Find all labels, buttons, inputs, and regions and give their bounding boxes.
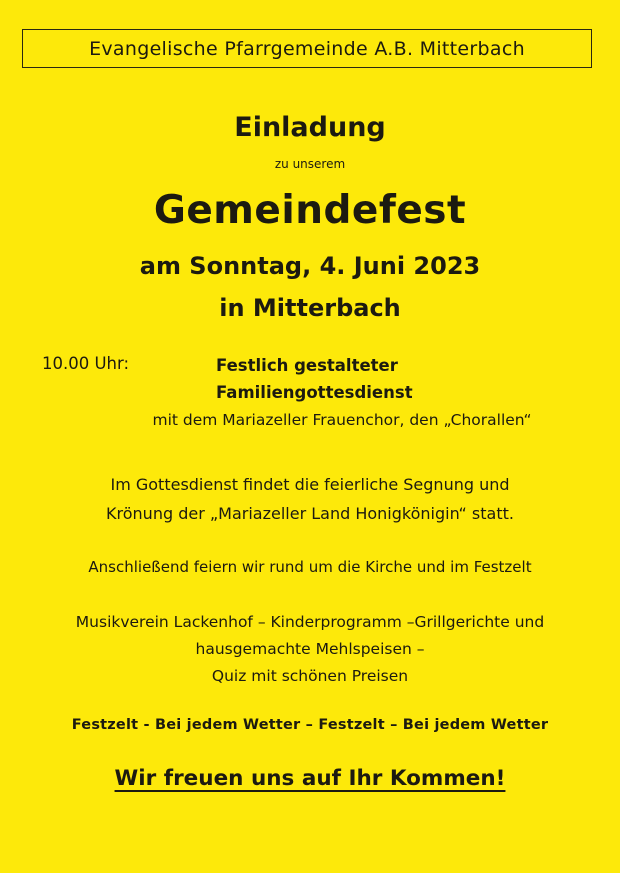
celebration-text: Anschließend feiern wir rund um die Kirche und im Festzelt [88,558,532,576]
program-time: 10.00 Uhr: [42,354,130,373]
blessing-line-1: Im Gottesdienst findet die feierliche Segnung und [110,475,510,494]
event-date: am Sonntag, 4. Juni 2023 [139,252,481,280]
invitation-subtitle: zu unserem [274,157,346,171]
weather-notice: Festzelt - Bei jedem Wetter – Festzelt – Bei jedem Wetter [71,717,549,733]
activities-paragraph [0,609,620,690]
program-line-1: Festlich gestalteter [216,356,398,375]
program-choir: mit dem Mariazeller Frauenchor, den „Chorallen“ [152,411,532,429]
invitation-title: Einladung [234,112,386,143]
event-name: Gemeindefest [153,188,467,233]
closing-text: Wir freuen uns auf Ihr Kommen! [114,766,506,791]
program-line-2: Familiengottesdienst [216,383,413,402]
closing-line [0,766,620,791]
activities-line-2: hausgemachte Mehlspeisen – [195,640,425,658]
activities-line-3: Quiz mit schönen Preisen [211,667,409,685]
event-place: in Mitterbach [219,294,401,322]
blessing-paragraph [0,470,620,528]
parish-header: Evangelische Pfarrgemeinde A.B. Mitterbach [22,29,592,68]
program-service [216,352,413,406]
activities-line-1: Musikverein Lackenhof – Kinderprogramm –Grillgerichte und [75,613,545,631]
blessing-line-2: Krönung der „Mariazeller Land Honigkönigin“ statt. [106,504,514,523]
